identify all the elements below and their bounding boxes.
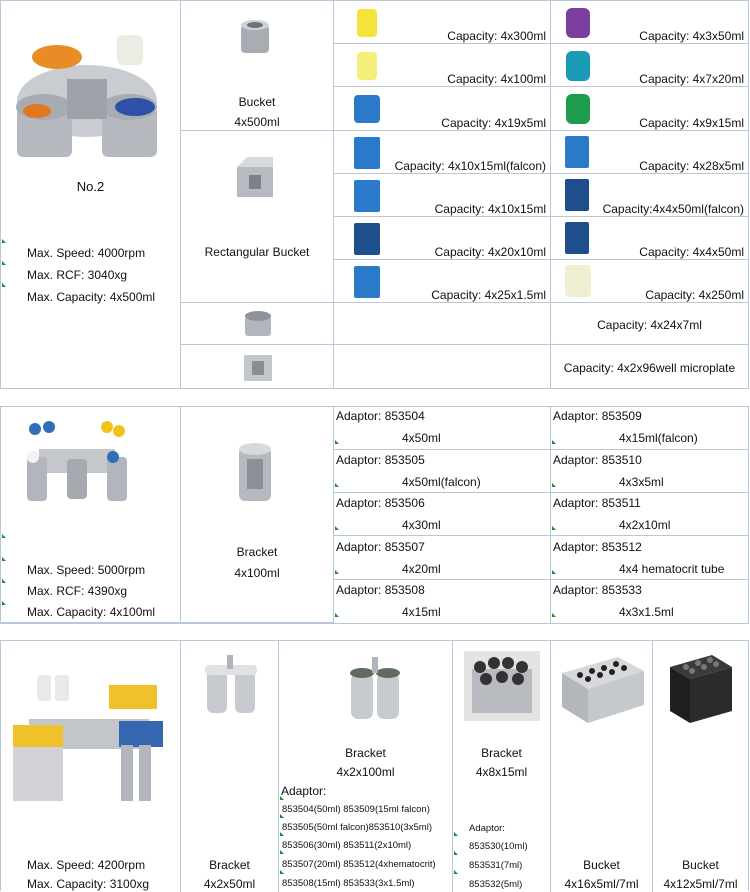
rotor-multi-table xyxy=(0,640,749,891)
adaptor-code: Adaptor: 853504 xyxy=(336,409,425,423)
adaptor-list-item: 853507(20ml) 853512(4xhematocrit) xyxy=(282,859,436,870)
adaptor-code: Adaptor: 853509 xyxy=(553,409,642,423)
capacity-label: Capacity: 4x24x7ml xyxy=(597,318,702,332)
bucket-capacity: 4x500ml xyxy=(234,115,280,129)
spec-capacity: Max. Capacity: 3100xg xyxy=(27,877,150,891)
capacity-label: Capacity: 4x300ml xyxy=(447,29,546,43)
bracket-image xyxy=(235,441,275,505)
capacity-label: Capacity: 4x250ml xyxy=(645,288,744,302)
rect-bucket-image xyxy=(231,153,279,201)
adaptor-capacity: 4x30ml xyxy=(402,518,441,532)
adaptor-capacity: 4x50ml(falcon) xyxy=(402,475,481,489)
bucket-capacity: 4x16x5ml/7ml xyxy=(564,877,639,891)
bracket-name: Bracket xyxy=(345,746,386,760)
navy-rect-adaptor-icon xyxy=(563,220,591,256)
capacity-label: Capacity: 4x2x96well microplate xyxy=(563,361,736,375)
bucket-name: Bucket xyxy=(238,95,276,109)
capacity-label: Capacity: 4x20x10ml xyxy=(434,245,546,259)
capacity-label: Capacity:4x4x50ml(falcon) xyxy=(602,202,744,216)
yellow-adaptor-icon xyxy=(354,5,380,39)
round-adaptor-image xyxy=(243,310,273,338)
blue-rect-adaptor-icon xyxy=(352,135,382,171)
adaptor-capacity: 4x50ml xyxy=(402,431,441,445)
cream-adaptor-icon xyxy=(354,48,380,82)
bracket-capacity: 4x100ml xyxy=(234,566,280,580)
bucket-image xyxy=(239,17,271,57)
green-adaptor-icon xyxy=(563,90,593,126)
bucket-block-image xyxy=(556,651,648,727)
bracket-cell xyxy=(181,407,334,623)
purple-adaptor-icon xyxy=(563,4,593,40)
adaptor-capacity: 4x15ml(falcon) xyxy=(619,431,698,445)
bucket-cell xyxy=(181,1,334,131)
adaptor-image-cell xyxy=(181,303,334,345)
adaptor-list-item: 853508(15ml) 853533(3x1.5ml) xyxy=(282,878,415,889)
adaptor-capacity: 4x15ml xyxy=(402,605,441,619)
adaptor-code: Adaptor: 853510 xyxy=(553,453,642,467)
blue-rect-adaptor-icon xyxy=(352,264,382,300)
rotor-image xyxy=(9,665,169,815)
adaptor-capacity: 4x3x1.5ml xyxy=(619,605,674,619)
rotor-bracket-table xyxy=(0,406,749,624)
adaptor-code: Adaptor: 853508 xyxy=(336,583,425,597)
adaptor-list-item: 853532(5ml) xyxy=(469,879,523,890)
spec-speed: Max. Speed: 4200rpm xyxy=(27,858,146,872)
cream-rect-adaptor-icon xyxy=(563,263,593,299)
adaptor-capacity: 4x2x10ml xyxy=(619,518,671,532)
adaptor-label: Adaptor: xyxy=(469,823,505,834)
blue-rect-adaptor-icon xyxy=(352,178,382,214)
adaptor-code: Adaptor: 853511 xyxy=(553,496,641,510)
adaptor-list-item: 853504(50ml) 853509(15ml falcon) xyxy=(282,804,430,815)
adaptor-list-item: 853505(50ml falcon)853510(3x5ml) xyxy=(282,822,432,833)
spec-rcf: Max. RCF: 3040xg xyxy=(27,268,128,282)
teal-adaptor-icon xyxy=(563,47,593,83)
adaptor-list-item: 853530(10ml) xyxy=(469,841,528,852)
rotor-no2-table xyxy=(0,0,749,389)
capacity-label: Capacity: 4x7x20ml xyxy=(639,72,744,86)
capacity-label: Capacity: 4x28x5ml xyxy=(639,159,744,173)
capacity-label: Capacity: 4x4x50ml xyxy=(639,245,744,259)
bucket-capacity: 4x12x5ml/7ml xyxy=(663,877,738,891)
spec-speed: Max. Speed: 5000rpm xyxy=(27,563,146,577)
bucket-16-cell xyxy=(551,641,653,892)
bracket-name: Bracket xyxy=(236,545,278,559)
rotor-cell xyxy=(1,1,181,389)
bucket-name: Bucket xyxy=(682,858,719,872)
bracket-name: Bracket xyxy=(481,746,522,760)
adaptor-capacity: 4x4 hematocrit tube xyxy=(619,562,725,576)
adaptor-code: Adaptor: 853533 xyxy=(553,583,642,597)
capacity-label: Capacity: 4x10x15ml xyxy=(434,202,546,216)
bucket-12-cell xyxy=(653,641,748,892)
spec-capacity: Max. Capacity: 4x500ml xyxy=(27,290,156,304)
capacity-label: Capacity: 4x25x1.5ml xyxy=(431,288,546,302)
rotor-image xyxy=(17,409,137,509)
rect-bucket-name: Rectangular Bucket xyxy=(204,245,310,259)
capacity-label: Capacity: 4x10x15ml(falcon) xyxy=(394,159,546,173)
model-name: No.2 xyxy=(76,179,105,194)
bracket-2x100-cell xyxy=(279,641,453,892)
adaptor-label: Adaptor: xyxy=(281,784,327,798)
navy-rect-adaptor-icon xyxy=(352,221,382,257)
rotor-cell xyxy=(1,641,181,892)
bracket-8x15-cell xyxy=(453,641,551,892)
adaptor-code: Adaptor: 853505 xyxy=(336,453,425,467)
navy-rect-adaptor-icon xyxy=(563,177,591,213)
adaptor-list-item: 853506(30ml) 853511(2x10ml) xyxy=(282,840,412,851)
blue-rect-adaptor-icon xyxy=(563,134,591,170)
capacity-label: Capacity: 4x100ml xyxy=(447,72,546,86)
plate-adaptor-cell xyxy=(181,345,334,389)
adaptor-capacity: 4x3x5ml xyxy=(619,475,664,489)
rect-bucket-cell xyxy=(181,131,334,303)
spec-capacity: Max. Capacity: 4x100ml xyxy=(27,605,156,619)
spec-rcf: Max. RCF: 4390xg xyxy=(27,584,128,598)
rotor-image xyxy=(7,29,167,169)
capacity-label: Capacity: 4x9x15ml xyxy=(639,116,744,130)
bucket-block-image xyxy=(662,649,738,729)
plate-adaptor-image xyxy=(241,349,275,383)
bucket-name: Bucket xyxy=(583,858,620,872)
adaptor-code: Adaptor: 853512 xyxy=(553,540,642,554)
capacity-label: Capacity: 4x3x50ml xyxy=(639,29,744,43)
bracket-name: Bracket xyxy=(209,858,250,872)
bracket-image xyxy=(345,655,405,721)
capacity-label: Capacity: 4x19x5ml xyxy=(441,116,546,130)
bracket-capacity: 4x2x50ml xyxy=(203,877,256,891)
bracket-capacity: 4x8x15ml xyxy=(475,765,528,779)
adaptor-list-item: 853531(7ml) xyxy=(469,860,523,871)
adaptor-capacity: 4x20ml xyxy=(402,562,441,576)
rotor-cell xyxy=(1,407,181,623)
bracket-image xyxy=(201,655,261,719)
spec-speed: Max. Speed: 4000rpm xyxy=(27,246,146,260)
bracket-capacity: 4x2x100ml xyxy=(336,765,395,779)
bracket-image xyxy=(460,647,544,725)
adaptor-code: Adaptor: 853506 xyxy=(336,496,425,510)
adaptor-code: Adaptor: 853507 xyxy=(336,540,425,554)
bracket-2x50-cell xyxy=(181,641,279,892)
blue-adaptor-icon xyxy=(352,91,382,125)
